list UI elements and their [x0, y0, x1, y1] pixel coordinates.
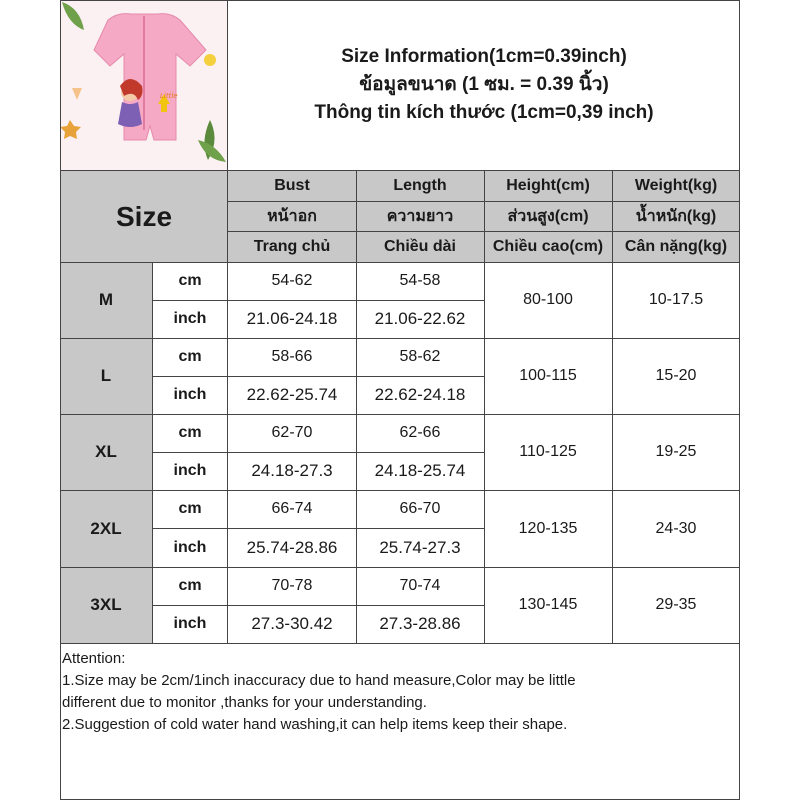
unit-inch: inch — [173, 310, 207, 327]
bust-cm: 62-70 — [271, 424, 313, 441]
height-value: 130-145 — [518, 596, 578, 613]
length-cm: 54-58 — [399, 272, 441, 289]
length-header-vi: Chiều dài — [383, 237, 456, 255]
weight-header-en: Weight(kg) — [634, 177, 718, 194]
length-inch: 25.74-27.3 — [379, 537, 461, 557]
size-header-label: Size — [115, 200, 173, 232]
height-header-vi: Chiều cao(cm) — [492, 237, 604, 255]
bust-cm: 54-62 — [271, 272, 313, 289]
length-inch: 27.3-28.86 — [379, 614, 461, 633]
length-header-en: Length — [393, 177, 447, 194]
height-value: 110-125 — [519, 443, 577, 460]
title-line-english: Size Information(1cm=0.39inch) — [341, 46, 627, 67]
unit-inch: inch — [173, 615, 207, 632]
bust-header-en: Bust — [274, 177, 310, 194]
swimsuit-print-text: Little — [160, 92, 178, 100]
bust-header-vi: Trang chủ — [253, 237, 331, 255]
size-cell-3xl: 3XL — [60, 567, 152, 643]
unit-inch: inch — [173, 462, 207, 479]
unit-inch: inch — [173, 538, 207, 556]
unit-cm: cm — [178, 424, 202, 441]
size-cell-xl: XL — [60, 414, 152, 490]
length-inch: 22.62-24.18 — [374, 385, 466, 404]
bust-inch: 22.62-25.74 — [246, 385, 338, 404]
height-value: 120-135 — [518, 519, 578, 537]
attention-line-1: 1.Size may be 2cm/1inch inaccuracy due to hand measure,Color may be little — [62, 672, 576, 689]
size-cell-m: M — [60, 262, 152, 338]
attention-line-3: 2.Suggestion of cold water hand washing,it can help items keep their shape. — [62, 716, 568, 733]
unit-inch: inch — [173, 386, 207, 403]
length-inch: 21.06-22.62 — [374, 309, 466, 328]
size-cell-l: L — [60, 338, 152, 414]
weight-value: 19-25 — [655, 443, 697, 460]
product-image — [60, 0, 228, 170]
weight-value: 29-35 — [655, 596, 697, 613]
size-cell-2xl: 2XL — [60, 490, 152, 567]
length-inch: 24.18-25.74 — [374, 461, 466, 480]
unit-cm: cm — [178, 577, 202, 594]
attention-line-2: different due to monitor ,thanks for your understanding. — [62, 694, 427, 711]
length-cm: 58-62 — [399, 348, 441, 365]
attention-notes — [62, 648, 734, 736]
height-value: 100-115 — [519, 367, 577, 384]
unit-cm: cm — [178, 348, 202, 365]
weight-header-th: น้ำหนัก(kg) — [635, 207, 717, 225]
height-value: 80-100 — [523, 291, 573, 308]
unit-cm: cm — [178, 500, 202, 517]
weight-value: 24-30 — [655, 519, 697, 537]
length-cm: 66-70 — [399, 500, 441, 517]
bust-inch: 27.3-30.42 — [251, 614, 333, 633]
weight-header-vi: Cân nặng(kg) — [624, 237, 728, 255]
bust-inch: 21.06-24.18 — [246, 309, 338, 328]
swimsuit-illustration — [60, 0, 228, 170]
bust-cm: 58-66 — [271, 348, 313, 365]
weight-value: 15-20 — [655, 367, 697, 384]
height-header-th: ส่วนสูง(cm) — [507, 207, 589, 225]
bust-inch: 25.74-28.86 — [246, 537, 338, 557]
bust-inch: 24.18-27.3 — [251, 461, 333, 480]
length-header-th: ความยาว — [386, 207, 454, 225]
size-header — [60, 171, 228, 262]
length-cm: 62-66 — [399, 424, 441, 441]
attention-heading: Attention: — [62, 650, 126, 667]
bust-cm: 66-74 — [271, 500, 313, 517]
title-line-thai: ข้อมูลขนาด (1 ซม. = 0.39 นิ้ว) — [359, 74, 609, 95]
weight-value: 10-17.5 — [648, 291, 704, 308]
chart-title — [228, 0, 740, 170]
title-line-vietnamese: Thông tin kích thước (1cm=0,39 inch) — [314, 102, 654, 123]
bust-header-th: หน้าอก — [267, 207, 317, 225]
height-header-en: Height(cm) — [506, 177, 590, 194]
unit-cm: cm — [178, 272, 202, 289]
length-cm: 70-74 — [399, 577, 441, 594]
bust-cm: 70-78 — [271, 577, 313, 594]
